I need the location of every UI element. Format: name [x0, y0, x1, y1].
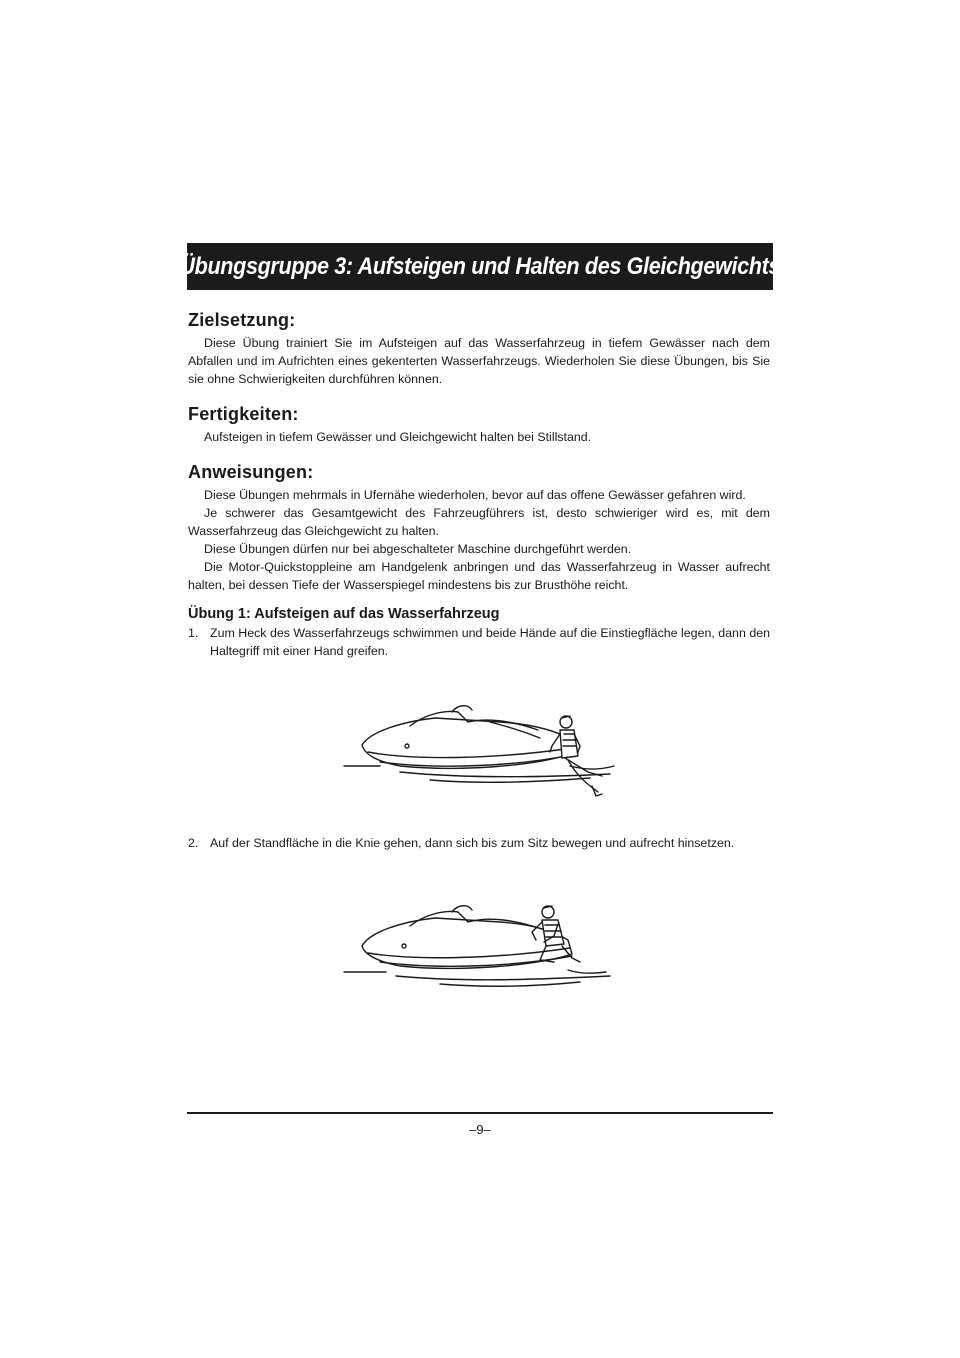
page-number: –9–: [469, 1122, 491, 1137]
text-anweisungen-2: Je schwerer das Gesamtgewicht des Fahrzeugführers ist, desto schwieriger wird es, mit dem Wasserfahrzeug das Gleichgewicht zu halten.: [188, 506, 770, 538]
list-item-step-1: [188, 624, 770, 660]
section-uebung1: [188, 606, 770, 660]
section-fertigkeiten: [188, 404, 770, 446]
heading-zielsetzung: Zielsetzung:: [188, 310, 296, 330]
text-zielsetzung: Diese Übung trainiert Sie im Aufsteigen auf das Wasserfahrzeug in tiefem Gewässer nach dem Abfallen und im Aufrichten eines gekenterten Wasserfahrzeugs. Wiederholen Sie diese Übungen, bis Sie sie ohne Schwierigkeiten durchführen können.: [188, 336, 770, 386]
section-zielsetzung: [188, 310, 770, 388]
text-anweisungen-3: Diese Übungen dürfen nur bei abgeschalteter Maschine durchgeführt werden.: [204, 542, 632, 556]
text-anweisungen-1: Diese Übungen mehrmals in Ufernähe wiederholen, bevor auf das offene Gewässer gefahren wird.: [204, 488, 746, 502]
heading-uebung1: Übung 1: Aufsteigen auf das Wasserfahrzeug: [188, 606, 500, 622]
illustration-boarding-from-water: [340, 700, 620, 805]
step-text: Zum Heck des Wasserfahrzeugs schwimmen und beide Hände auf die Einstiegfläche legen, dann den Haltegriff mit einer Hand greifen.: [210, 626, 770, 658]
section-anweisungen: [188, 462, 770, 594]
step-number: 2.: [188, 836, 199, 850]
text-fertigkeiten: Aufsteigen in tiefem Gewässer und Gleichgewicht halten bei Stillstand.: [204, 430, 592, 444]
banner-title: Übungsgruppe 3: Aufsteigen und Halten des Gleichgewichts: [179, 252, 781, 280]
footer-rule: [187, 1112, 773, 1114]
heading-fertigkeiten: Fertigkeiten:: [188, 404, 299, 424]
page-content: [188, 310, 770, 660]
list-item-step-2: [188, 834, 770, 852]
illustration-kneeling-on-platform: [340, 900, 620, 995]
text-anweisungen-4: Die Motor-Quickstoppleine am Handgelenk anbringen und das Wasserfahrzeug in Wasser aufrecht halten, bei dessen Tiefe der Wasserspiegel mindestens bis zur Brusthöhe reicht.: [188, 560, 770, 592]
heading-anweisungen: Anweisungen:: [188, 462, 314, 482]
step-text: Auf der Standfläche in die Knie gehen, dann sich bis zum Sitz bewegen und aufrecht hinsetzen.: [210, 836, 735, 850]
step-number: 1.: [188, 626, 199, 640]
section-banner: [179, 243, 781, 290]
